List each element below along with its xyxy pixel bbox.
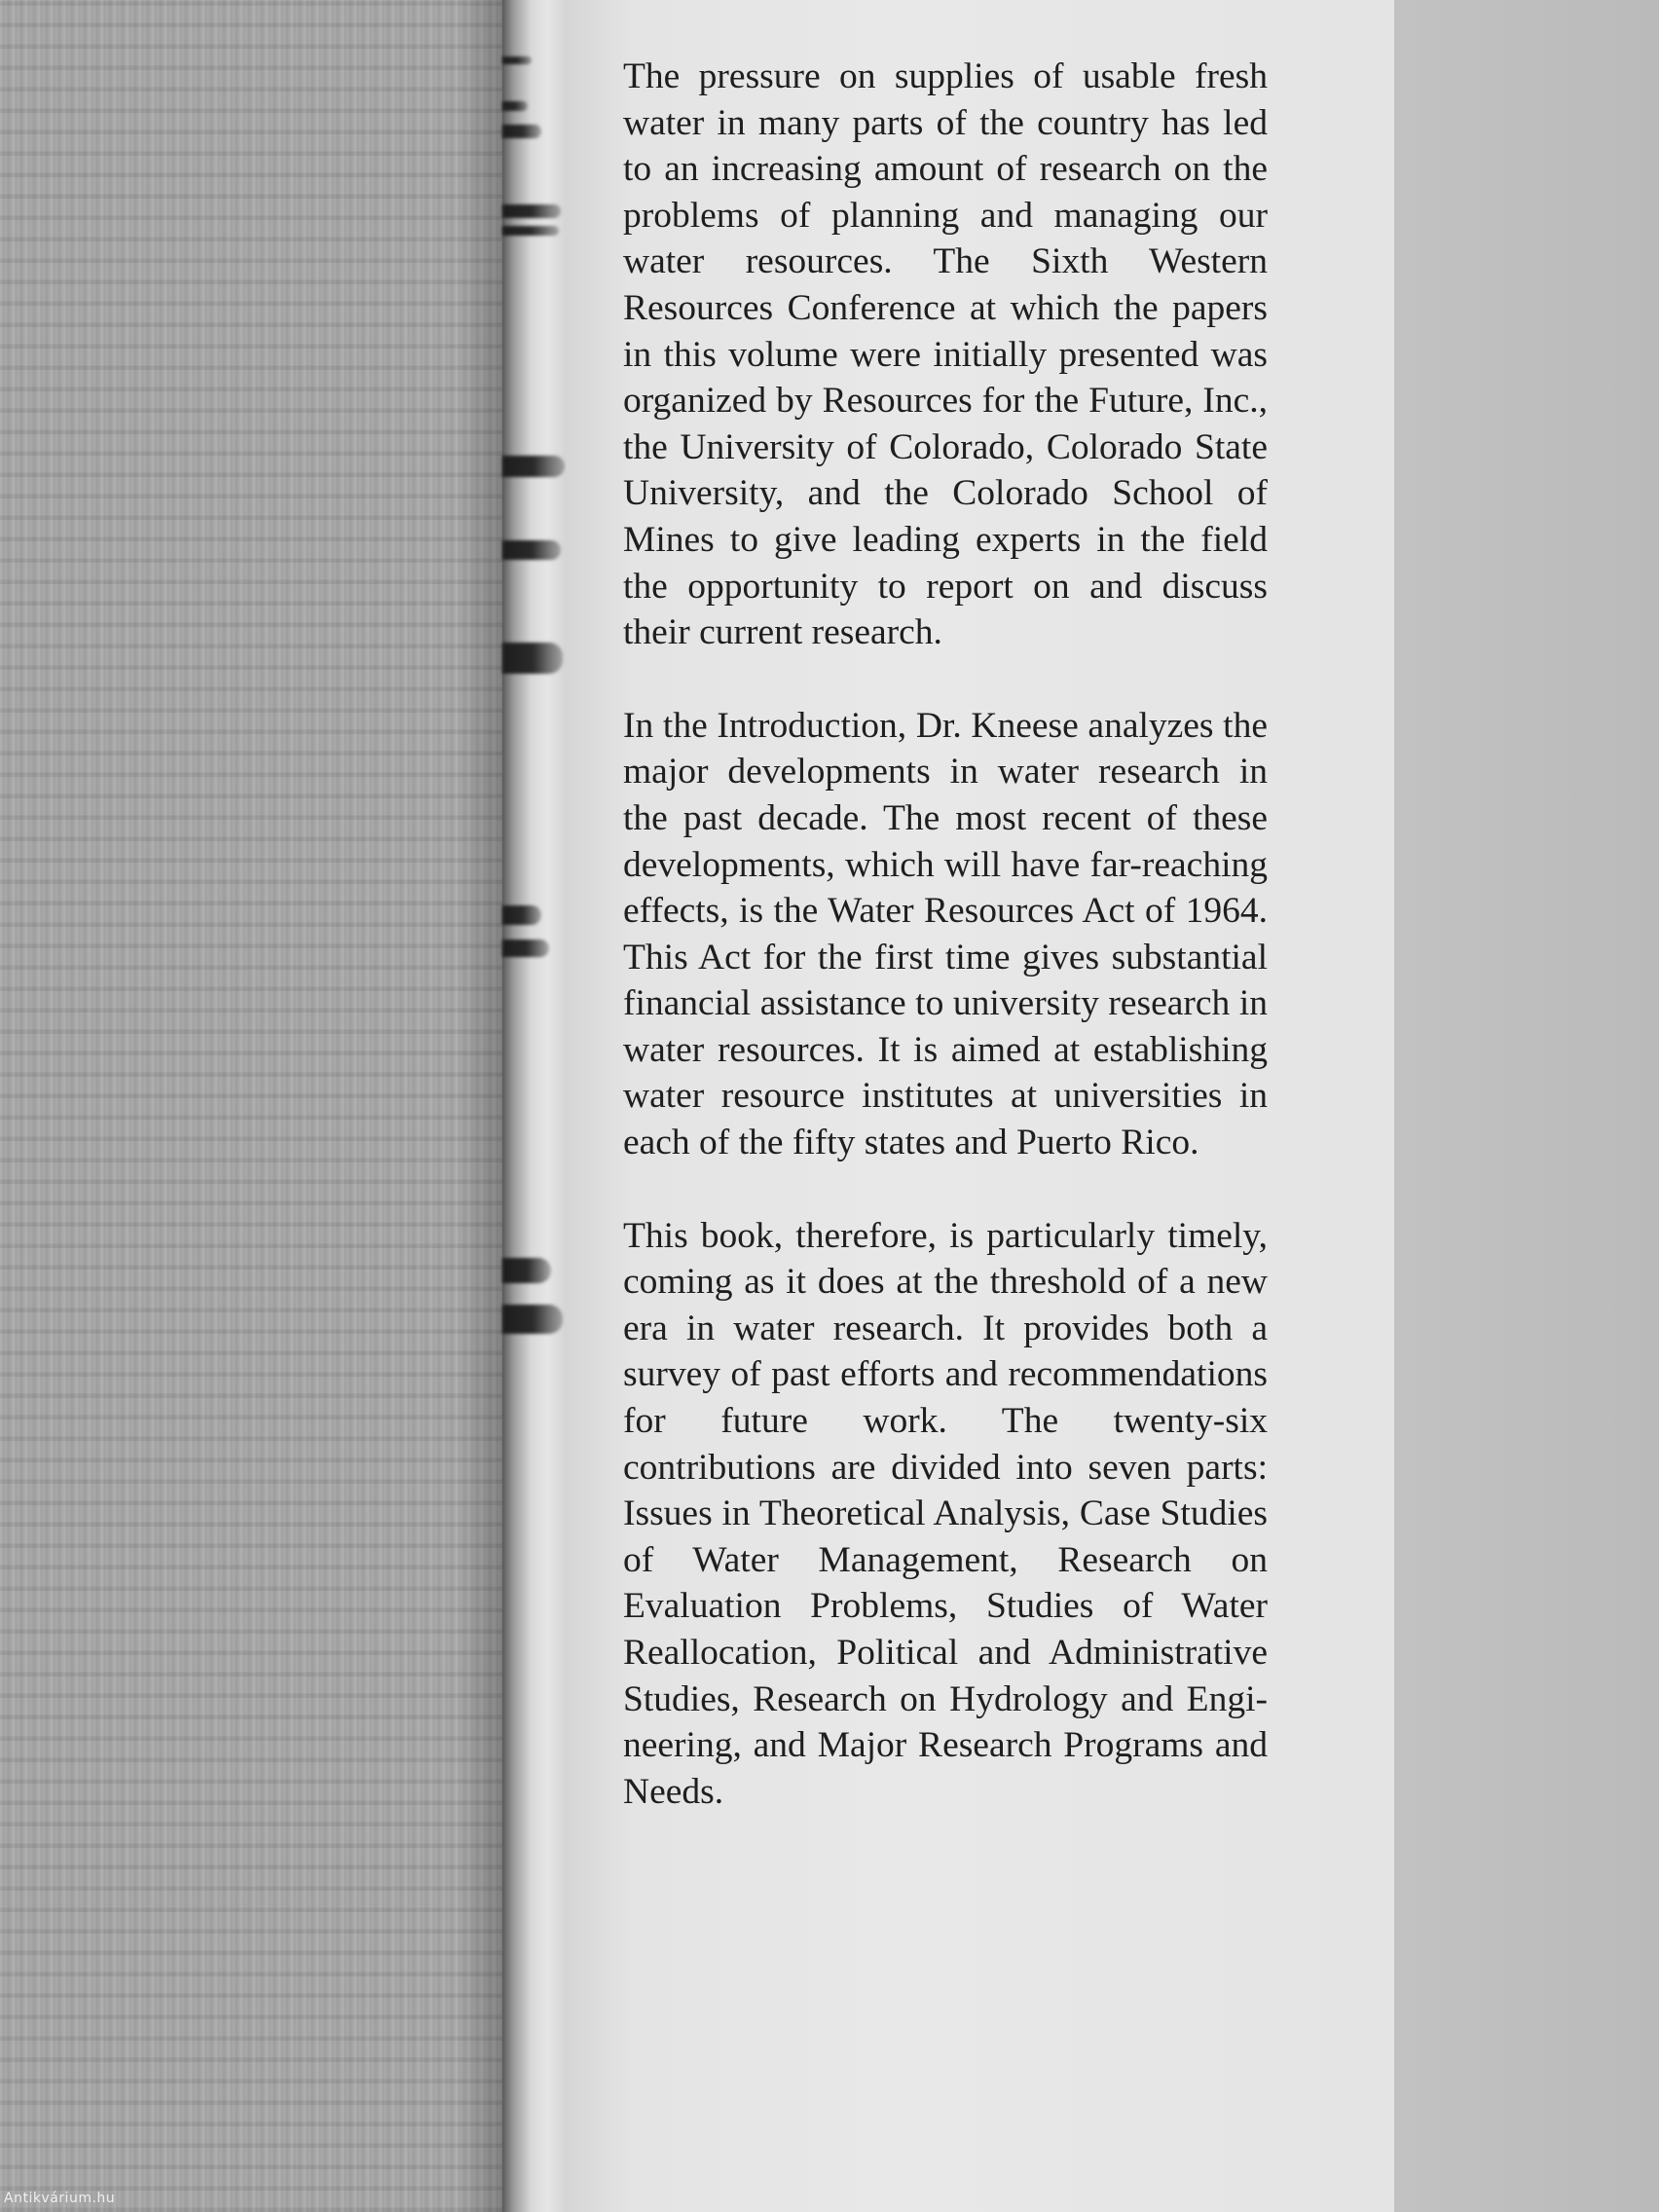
spine-mark [502, 905, 541, 925]
spine-mark [502, 940, 549, 957]
spine-mark [502, 1305, 563, 1334]
book-description [623, 54, 1268, 1862]
paragraph-book-contents: This book, therefore, is particularly timely, coming as it does at the threshold of a new era in water research. It provides both a survey of past efforts and recommendations for future work. The twenty-six contributions are divided into seven parts: Issues in Theoretical Analysis, Case Studies of Water Management, Research on Evaluation Problems, Studies of Water Reallocation, Political and Administrative Studies, Research on Hydrology and Engineering, and Major Research Programs and Needs. [623, 1215, 1268, 1812]
spine-mark [502, 540, 561, 560]
spine-mark [502, 101, 528, 111]
table-shadow [458, 0, 506, 2212]
paragraph-introduction-summary: In the Introduction, Dr. Kneese analyzes the major developments in water research in the past decade. The most recent of these developments, which will have far-reaching effects, is the Water Resources Act of 1964. This Act for the first time gives substantial financial assistance to university research in water resources. It is aimed at establishing water resource institutes at universities in each of the fifty states and Puerto Rico. [623, 705, 1268, 1163]
book-spine [502, 0, 567, 2212]
spine-mark [502, 204, 561, 218]
spine-mark [502, 643, 563, 674]
paragraph-intro: The pressure on supplies of usable fresh water in many parts of the country has led to an increasing amount of research on the problems of planning and managing our water resources. The Sixth Western Resources Conference at which the papers in this volume were initially presented was organized by Resources for the Future, Inc., the University of Colorado, Colorado State University, and the Colorado School of Mines to give leading experts in the field the opportunity to report on and discuss their current research. [623, 56, 1268, 653]
spine-mark [502, 456, 565, 477]
table-surface [0, 0, 506, 2212]
spine-mark [502, 125, 541, 138]
spine-mark [502, 226, 559, 236]
watermark: Antikvárium.hu [4, 2191, 116, 2206]
right-background [1394, 0, 1659, 2212]
spine-mark [502, 1258, 551, 1283]
spine-mark [502, 56, 532, 64]
